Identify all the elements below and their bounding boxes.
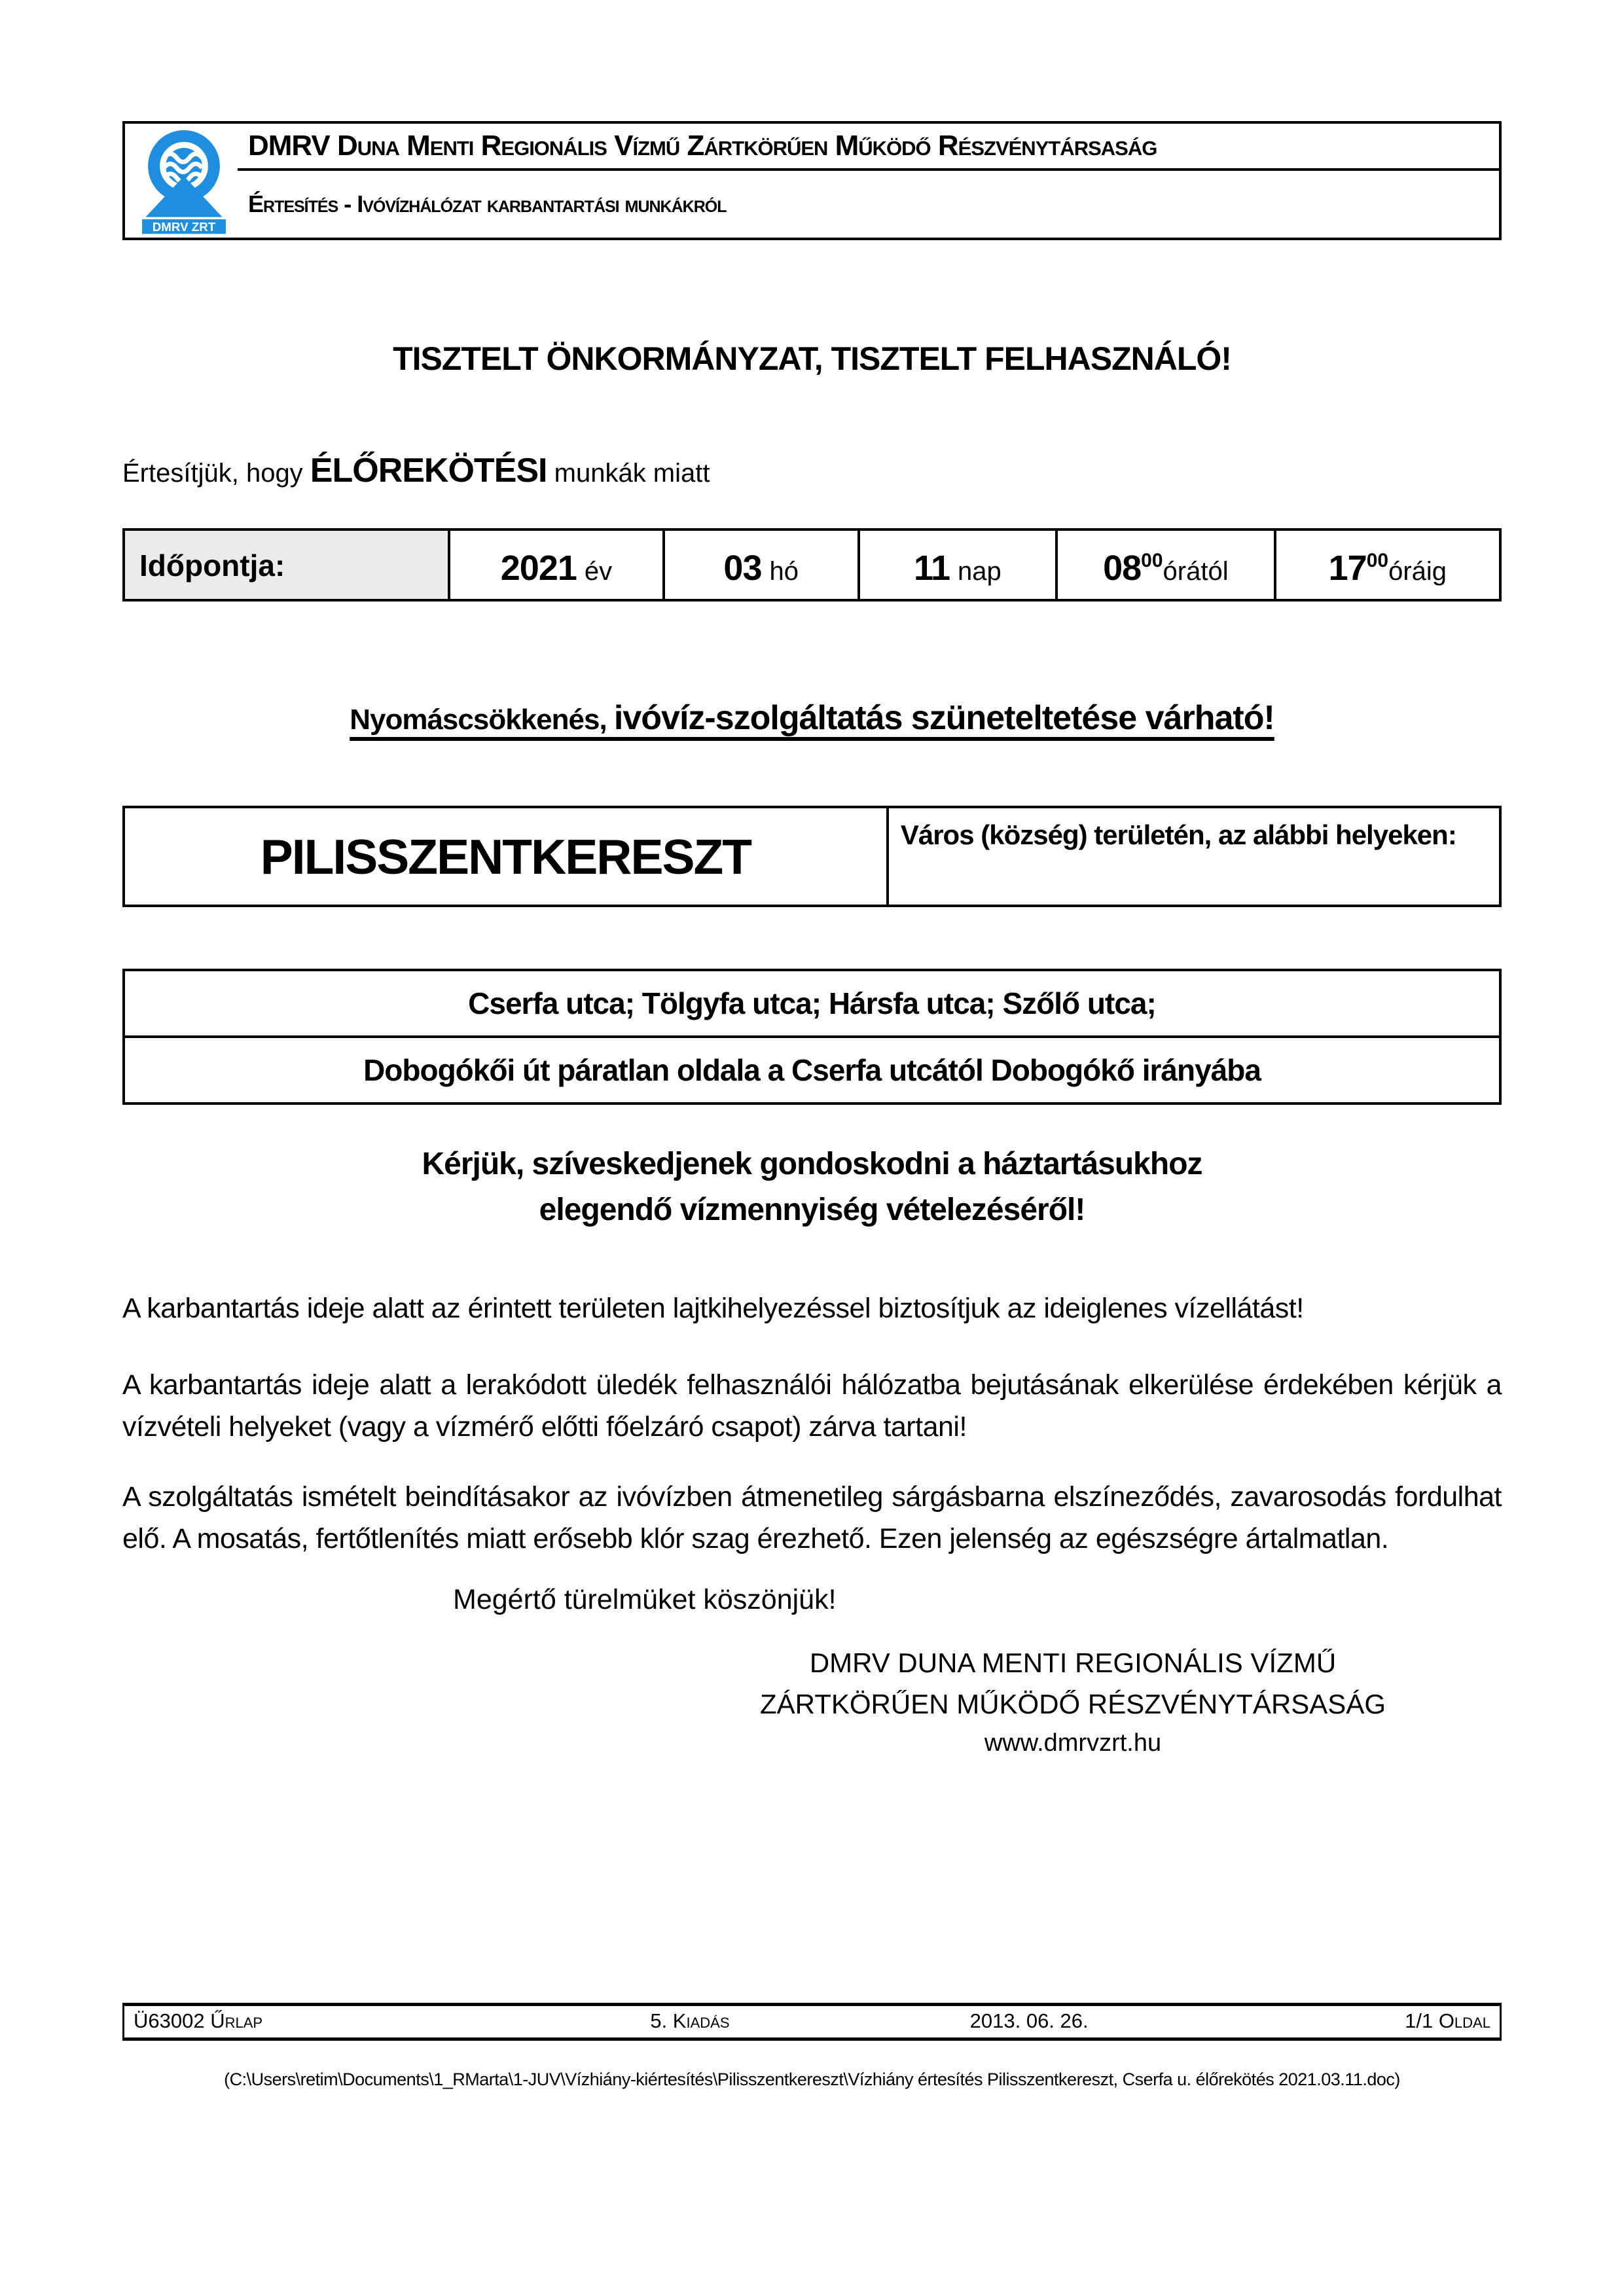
company-website: www.dmrvzrt.hu	[984, 1729, 1162, 1757]
footer-date: 2013. 06. 26.	[969, 2009, 1089, 2032]
footer-form-id: Ü63002 Űrlap	[134, 2009, 263, 2032]
footer-page-number: 1/1 Oldal	[1405, 2009, 1490, 2032]
schedule-label-cell: Időpontja:	[125, 531, 448, 599]
notice-suffix: munkák miatt	[547, 459, 710, 488]
streets-table	[122, 969, 1502, 1105]
document-type-subtitle: Értesítés - Ivóvízhálózat karbantartási munkákról	[248, 190, 727, 217]
request-line1: Kérjük, szíveskedjenek gondoskodni a háztartásukhoz	[422, 1147, 1202, 1181]
notice-prefix: Értesítjük, hogy	[122, 459, 310, 488]
warning-underlined-text	[350, 699, 1274, 737]
dmrv-logo	[125, 124, 238, 238]
logo-divider	[142, 217, 226, 219]
city-name: PILISSZENTKERESZT	[260, 829, 751, 884]
water-storage-request	[122, 1141, 1502, 1232]
thanks-line: Megértő türelmüket köszönjük!	[453, 1583, 837, 1615]
day-value: 11	[913, 548, 950, 588]
year-value: 2021	[500, 548, 577, 588]
location-table	[122, 806, 1502, 907]
salutation-title: TISZTELT ÖNKORMÁNYZAT, TISZTELT FELHASZNÁLÓ!	[393, 340, 1231, 377]
logo-banner-text: DMRV ZRT	[152, 220, 216, 234]
document-file-path: (C:\Users\retim\Documents\1_RMarta\1-JUV\Vízhiány-kiértesítés\Pilisszentkereszt\Vízhiány értesítés Pilisszentkereszt, Cserfa u. élőrekötés 2021.03.11.doc)	[224, 2069, 1400, 2089]
body-paragraph: A karbantartás ideje alatt a lerakódott üledék felhasználói hálózatba bejutásának elkerülése érdekében kérjük a vízvételi helyeket (vagy a vízmérő előtti főelzáró csapot) zárva tartani!	[122, 1369, 1502, 1443]
from-minutes-superscript: 00	[1141, 550, 1163, 571]
to-unit: óráig	[1388, 557, 1447, 586]
schedule-year-cell	[448, 531, 662, 599]
signature-block	[693, 1642, 1453, 1762]
warning-line	[122, 698, 1502, 738]
schedule-table	[122, 528, 1502, 601]
to-minutes-superscript: 00	[1366, 550, 1389, 571]
month-value: 03	[723, 548, 762, 588]
from-unit: órától	[1163, 557, 1229, 586]
schedule-to-cell	[1274, 531, 1499, 599]
schedule-from-cell	[1055, 531, 1274, 599]
from-hour-value: 08	[1103, 548, 1142, 588]
to-hour-value: 17	[1328, 548, 1367, 588]
request-line2: elegendő vízmennyiség vételezéséről!	[539, 1192, 1085, 1227]
notice-line	[122, 451, 1502, 490]
body-paragraph: A karbantartás ideje alatt az érintett területen lajtkihelyezéssel biztosítjuk az ideiglenes vízellátást!	[122, 1293, 1304, 1325]
street-row: Dobogókői út páratlan oldala a Cserfa utcától Dobogókő irányába	[125, 1035, 1499, 1102]
area-note: Város (község) területén, az alábbi helyeken:	[886, 808, 1499, 905]
footer-edition: 5. Kiadás	[650, 2009, 730, 2032]
document-header	[122, 121, 1502, 240]
warning-part2: ivóvíz-szolgáltatás szüneteltetése várható!	[613, 699, 1274, 737]
street-row: Cserfa utca; Tölgyfa utca; Hársfa utca; Szőlő utca;	[468, 986, 1156, 1020]
warning-part1: Nyomáscsökkenés,	[350, 704, 614, 736]
signature-company-line2: ZÁRTKÖRŰEN MŰKÖDŐ RÉSZVÉNYTÁRSASÁG	[759, 1688, 1386, 1719]
header-text-block	[238, 124, 1499, 238]
signature-company-line1: DMRV DUNA MENTI REGIONÁLIS VÍZMŰ	[809, 1647, 1337, 1678]
body-paragraph: A szolgáltatás ismételt beindításakor az ivóvízben átmenetileg sárgásbarna elszíneződés, zavarosodás fordulhat elő. A mosatás, fertőtlenítés miatt erősebb klór szag érezhető. Ezen jelenség az egészségre ártalmatlan.	[122, 1480, 1502, 1555]
month-unit: hó	[769, 557, 799, 586]
company-name: DMRV Duna Menti Regionális Vízmű Zártkörűen Működő Részvénytársaság	[238, 124, 1499, 171]
schedule-month-cell	[662, 531, 857, 599]
year-unit: év	[584, 557, 613, 586]
day-unit: nap	[958, 557, 1001, 586]
notice-work-type: ÉLŐREKÖTÉSI	[310, 452, 547, 490]
dmrv-logo-icon	[137, 127, 230, 234]
footer-bar	[122, 2003, 1502, 2041]
schedule-day-cell	[857, 531, 1055, 599]
